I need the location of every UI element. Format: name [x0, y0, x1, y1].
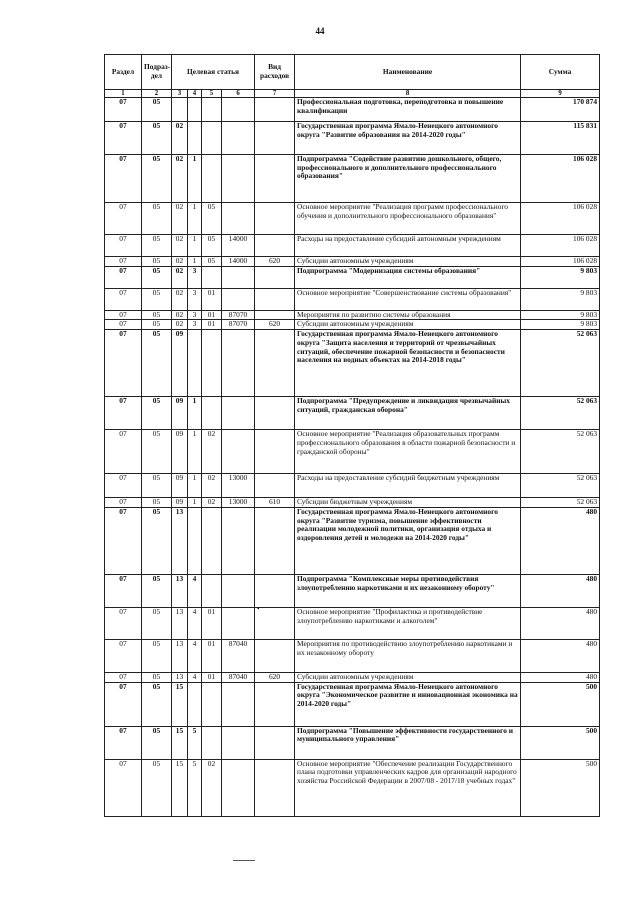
subprogram-cell: 1	[188, 257, 202, 267]
section-cell: 07	[105, 155, 142, 203]
subsection-cell: 05	[142, 288, 172, 310]
program-cell: 09	[172, 330, 188, 397]
section-cell: 07	[105, 607, 142, 639]
subprogram-cell: 1	[188, 430, 202, 474]
amount-cell: 106 028	[521, 203, 600, 235]
program-cell: 09	[172, 498, 188, 508]
direction-cell	[222, 574, 255, 607]
section-cell: 07	[105, 397, 142, 430]
subsection-cell: 05	[142, 607, 172, 639]
amount-cell: 480	[521, 607, 600, 639]
subsection-cell: 05	[142, 266, 172, 288]
activity-cell: 02	[202, 430, 222, 474]
subsection-cell: 05	[142, 330, 172, 397]
program-cell: 02	[172, 235, 188, 257]
subsection-cell: 05	[142, 639, 172, 672]
direction-cell: 87070	[222, 310, 255, 320]
subsection-cell: 05	[142, 430, 172, 474]
header-name: Наименование	[295, 55, 521, 90]
table-row	[105, 266, 600, 288]
subsection-cell: 05	[142, 320, 172, 330]
amount-cell: 52 063	[521, 397, 600, 430]
table-header-row	[105, 55, 600, 90]
subprogram-cell: 1	[188, 203, 202, 235]
amount-cell: 52 063	[521, 330, 600, 397]
subsection-cell: 05	[142, 726, 172, 759]
section-cell: 07	[105, 203, 142, 235]
name-cell: Субсидии бюджетным учреждениям	[295, 498, 521, 508]
direction-cell: 87040	[222, 639, 255, 672]
expense-type-cell	[255, 266, 295, 288]
amount-cell: 106 028	[521, 257, 600, 267]
table-row	[105, 235, 600, 257]
activity-cell	[202, 122, 222, 155]
column-number-row	[105, 90, 600, 98]
amount-cell: 9 803	[521, 288, 600, 310]
activity-cell: 02	[202, 498, 222, 508]
subprogram-cell	[188, 682, 202, 726]
header-subsection: Подраз-дел	[142, 55, 172, 90]
direction-cell	[222, 759, 255, 816]
table-row	[105, 430, 600, 474]
activity-cell: 01	[202, 607, 222, 639]
program-cell: 02	[172, 155, 188, 203]
expense-type-cell	[255, 682, 295, 726]
activity-cell	[202, 726, 222, 759]
activity-cell: 01	[202, 672, 222, 682]
activity-cell	[202, 266, 222, 288]
section-cell: 07	[105, 672, 142, 682]
subprogram-cell: 4	[188, 574, 202, 607]
section-cell: 07	[105, 98, 142, 122]
activity-cell: 02	[202, 474, 222, 498]
amount-cell: 480	[521, 574, 600, 607]
activity-cell	[202, 397, 222, 430]
table-row	[105, 759, 600, 816]
amount-cell: 52 063	[521, 498, 600, 508]
name-cell: Субсидии автономным учреждениям	[295, 320, 521, 330]
table-row	[105, 397, 600, 430]
subprogram-cell: 3	[188, 310, 202, 320]
footer-rule	[233, 860, 255, 861]
activity-cell: 01	[202, 288, 222, 310]
name-cell: Подпрограмма "Модернизация системы образования"	[295, 266, 521, 288]
expense-type-cell	[255, 430, 295, 474]
table-row	[105, 682, 600, 726]
section-cell: 07	[105, 474, 142, 498]
column-number: 4	[188, 90, 202, 98]
amount-cell: 9 803	[521, 320, 600, 330]
table-row	[105, 122, 600, 155]
program-cell: 13	[172, 507, 188, 574]
activity-cell	[202, 682, 222, 726]
name-cell: Государственная программа Ямало-Ненецкого автономного округа "Защита населения и территорий от чрезвычайных ситуаций, обеспечение пожарной безопасности и безопасности населения на водных объектах на 2014-2018 годы"	[295, 330, 521, 397]
table-row	[105, 310, 600, 320]
name-cell: Подпрограмма "Повышение эффективности государственного и муниципального управления"	[295, 726, 521, 759]
activity-cell: 01	[202, 639, 222, 672]
header-target-item: Целевая статья	[172, 55, 255, 90]
program-cell: 09	[172, 430, 188, 474]
subsection-cell: 05	[142, 759, 172, 816]
amount-cell: 106 028	[521, 155, 600, 203]
table-row	[105, 574, 600, 607]
expense-type-cell: 620	[255, 320, 295, 330]
activity-cell	[202, 330, 222, 397]
direction-cell	[222, 266, 255, 288]
subprogram-cell: 1	[188, 474, 202, 498]
subsection-cell: 05	[142, 574, 172, 607]
subsection-cell: 05	[142, 98, 172, 122]
table-row	[105, 672, 600, 682]
direction-cell: 14000	[222, 235, 255, 257]
program-cell: 13	[172, 607, 188, 639]
subsection-cell: 05	[142, 257, 172, 267]
subprogram-cell	[188, 507, 202, 574]
subsection-cell: 05	[142, 672, 172, 682]
subsection-cell: 05	[142, 310, 172, 320]
section-cell: 07	[105, 266, 142, 288]
subprogram-cell: 1	[188, 498, 202, 508]
subsection-cell: 05	[142, 155, 172, 203]
program-cell: 02	[172, 257, 188, 267]
name-cell: Подпрограмма "Содействие развитию дошкольного, общего, профессионального и дополнительного профессионального образования"	[295, 155, 521, 203]
section-cell: 07	[105, 430, 142, 474]
column-number: 6	[222, 90, 255, 98]
amount-cell: 115 831	[521, 122, 600, 155]
subprogram-cell	[188, 330, 202, 397]
amount-cell: 9 803	[521, 310, 600, 320]
subprogram-cell: 1	[188, 235, 202, 257]
column-number: 1	[105, 90, 142, 98]
activity-cell: 01	[202, 310, 222, 320]
amount-cell: 500	[521, 682, 600, 726]
program-cell: 02	[172, 320, 188, 330]
table-row	[105, 288, 600, 310]
section-cell: 07	[105, 759, 142, 816]
activity-cell	[202, 574, 222, 607]
activity-cell: 02	[202, 759, 222, 816]
subprogram-cell: 3	[188, 288, 202, 310]
direction-cell	[222, 288, 255, 310]
section-cell: 07	[105, 122, 142, 155]
direction-cell: 14000	[222, 257, 255, 267]
name-cell: Государственная программа Ямало-Ненецкого автономного округа "Экономическое развитие и инновационная экономика на 2014-2020 годы"	[295, 682, 521, 726]
activity-cell: 05	[202, 203, 222, 235]
table-body	[105, 98, 600, 817]
program-cell: 13	[172, 574, 188, 607]
expense-type-cell: 620	[255, 257, 295, 267]
direction-cell	[222, 430, 255, 474]
subprogram-cell: 4	[188, 672, 202, 682]
subsection-cell: 05	[142, 203, 172, 235]
subsection-cell: 05	[142, 507, 172, 574]
subprogram-cell: 5	[188, 726, 202, 759]
subprogram-cell: 1	[188, 397, 202, 430]
table-row	[105, 639, 600, 672]
table-row	[105, 98, 600, 122]
subprogram-cell: 3	[188, 266, 202, 288]
name-cell: Основное мероприятие "Реализация программ профессионального обучения и дополнительного профессионального образования"	[295, 203, 521, 235]
expense-type-cell	[255, 288, 295, 310]
section-cell: 07	[105, 507, 142, 574]
name-cell: Расходы на предоставление субсидий автономным учреждениям	[295, 235, 521, 257]
table-row	[105, 474, 600, 498]
activity-cell	[202, 98, 222, 122]
section-cell: 07	[105, 726, 142, 759]
program-cell: 15	[172, 759, 188, 816]
section-cell: 07	[105, 235, 142, 257]
section-cell: 07	[105, 639, 142, 672]
subprogram-cell: 4	[188, 639, 202, 672]
subprogram-cell	[188, 122, 202, 155]
table-row	[105, 155, 600, 203]
subsection-cell: 05	[142, 474, 172, 498]
program-cell: 02	[172, 203, 188, 235]
direction-cell: 13000	[222, 474, 255, 498]
direction-cell	[222, 607, 255, 639]
column-number: 8	[295, 90, 521, 98]
program-cell: 15	[172, 726, 188, 759]
section-cell: 07	[105, 257, 142, 267]
subprogram-cell	[188, 98, 202, 122]
subprogram-cell: 5	[188, 759, 202, 816]
section-cell: 07	[105, 498, 142, 508]
amount-cell: 480	[521, 507, 600, 574]
table-row	[105, 726, 600, 759]
amount-cell: 170 874	[521, 98, 600, 122]
name-cell: Государственная программа Ямало-Ненецкого автономного округа "Развитие образования на 2014-2020 годы"	[295, 122, 521, 155]
amount-cell: 52 063	[521, 430, 600, 474]
expense-type-cell	[255, 759, 295, 816]
name-cell: Основное мероприятие "Обеспечение реализации Государственного плана подготовки управленческих кадров для организаций народного хозяйства Российской Федерации в 2007/08 - 2017/18 учебных годах"	[295, 759, 521, 816]
direction-cell	[222, 155, 255, 203]
expense-type-cell: 610	[255, 498, 295, 508]
amount-cell: 9 803	[521, 266, 600, 288]
header-amount: Сумма	[521, 55, 600, 90]
amount-cell: 500	[521, 759, 600, 816]
column-number: 3	[172, 90, 188, 98]
program-cell: 02	[172, 310, 188, 320]
expense-type-cell	[255, 122, 295, 155]
direction-cell	[222, 507, 255, 574]
direction-cell	[222, 726, 255, 759]
subsection-cell: 05	[142, 682, 172, 726]
table-row	[105, 203, 600, 235]
section-cell: 07	[105, 330, 142, 397]
name-cell: Подпрограмма "Комплексные меры противодействия злоупотреблению наркотиками и их незаконному обороту"	[295, 574, 521, 607]
name-cell: Основное мероприятие "Профилактика и противодействие злоупотреблению наркотиками и алкоголем"	[295, 607, 521, 639]
amount-cell: 106 028	[521, 235, 600, 257]
amount-cell: 500	[521, 726, 600, 759]
expense-type-cell	[255, 574, 295, 607]
header-expense-type: Вид расходов	[255, 55, 295, 90]
table-row	[105, 498, 600, 508]
expense-type-cell	[255, 607, 295, 639]
direction-cell	[222, 682, 255, 726]
expense-type-cell	[255, 726, 295, 759]
activity-cell	[202, 155, 222, 203]
program-cell: 02	[172, 288, 188, 310]
direction-cell: 13000	[222, 498, 255, 508]
program-cell: 13	[172, 639, 188, 672]
expense-type-cell	[255, 507, 295, 574]
expense-type-cell	[255, 235, 295, 257]
header-section: Раздел	[105, 55, 142, 90]
amount-cell: 52 063	[521, 474, 600, 498]
subsection-cell: 05	[142, 397, 172, 430]
table-row	[105, 330, 600, 397]
expense-type-cell	[255, 310, 295, 320]
name-cell: Расходы на предоставление субсидий бюджетным учреждениям	[295, 474, 521, 498]
column-number: 5	[202, 90, 222, 98]
expense-type-cell	[255, 639, 295, 672]
direction-cell	[222, 397, 255, 430]
table-row	[105, 507, 600, 574]
section-cell: 07	[105, 574, 142, 607]
subsection-cell: 05	[142, 122, 172, 155]
name-cell: Субсидии автономным учреждениям	[295, 257, 521, 267]
activity-cell: 01	[202, 320, 222, 330]
subprogram-cell: 1	[188, 155, 202, 203]
expense-type-cell	[255, 98, 295, 122]
direction-cell: 87040	[222, 672, 255, 682]
section-cell: 07	[105, 288, 142, 310]
table-row	[105, 257, 600, 267]
expense-type-cell	[255, 397, 295, 430]
direction-cell	[222, 203, 255, 235]
expense-type-cell	[255, 203, 295, 235]
subsection-cell: 05	[142, 235, 172, 257]
section-cell: 07	[105, 682, 142, 726]
expense-type-cell	[255, 474, 295, 498]
expense-type-cell	[255, 155, 295, 203]
program-cell: 02	[172, 266, 188, 288]
name-cell: Профессиональная подготовка, переподготовка и повышение квалификации	[295, 98, 521, 122]
direction-cell: 87070	[222, 320, 255, 330]
name-cell: Мероприятия по развитию системы образования	[295, 310, 521, 320]
name-cell: Основное мероприятие "Реализация образовательных программ профессионального образования в области пожарной безопасности и гражданской обороны"	[295, 430, 521, 474]
budget-table	[104, 54, 600, 817]
amount-cell: 480	[521, 639, 600, 672]
name-cell: Субсидии автономным учреждениям	[295, 672, 521, 682]
program-cell: 09	[172, 397, 188, 430]
table-row	[105, 607, 600, 639]
direction-cell	[222, 122, 255, 155]
program-cell: 15	[172, 682, 188, 726]
name-cell: Мероприятия по противодействию злоупотреблению наркотиками и их незаконному обороту	[295, 639, 521, 672]
subprogram-cell: 4	[188, 607, 202, 639]
activity-cell: 05	[202, 257, 222, 267]
name-cell: Государственная программа Ямало-Ненецкого автономного округа "Развитие туризма, повышение эффективности реализации молодежной политики, организация отдыха и оздоровления детей и молодежи на 2014-2020 годы"	[295, 507, 521, 574]
amount-cell: 480	[521, 672, 600, 682]
subsection-cell: 05	[142, 498, 172, 508]
activity-cell: 05	[202, 235, 222, 257]
program-cell	[172, 98, 188, 122]
section-cell: 07	[105, 310, 142, 320]
scan-artifact-dot: •	[257, 605, 260, 613]
activity-cell	[202, 507, 222, 574]
program-cell: 02	[172, 122, 188, 155]
section-cell: 07	[105, 320, 142, 330]
column-number: 2	[142, 90, 172, 98]
column-number: 9	[521, 90, 600, 98]
name-cell: Основное мероприятие "Совершенствование системы образования"	[295, 288, 521, 310]
program-cell: 09	[172, 474, 188, 498]
program-cell: 13	[172, 672, 188, 682]
table-row	[105, 320, 600, 330]
direction-cell	[222, 330, 255, 397]
direction-cell	[222, 98, 255, 122]
column-number: 7	[255, 90, 295, 98]
page-number: 44	[315, 26, 325, 36]
expense-type-cell: 620	[255, 672, 295, 682]
name-cell: Подпрограмма "Предупреждение и ликвидация чрезвычайных ситуаций, гражданская оборона"	[295, 397, 521, 430]
expense-type-cell	[255, 330, 295, 397]
subprogram-cell: 3	[188, 320, 202, 330]
